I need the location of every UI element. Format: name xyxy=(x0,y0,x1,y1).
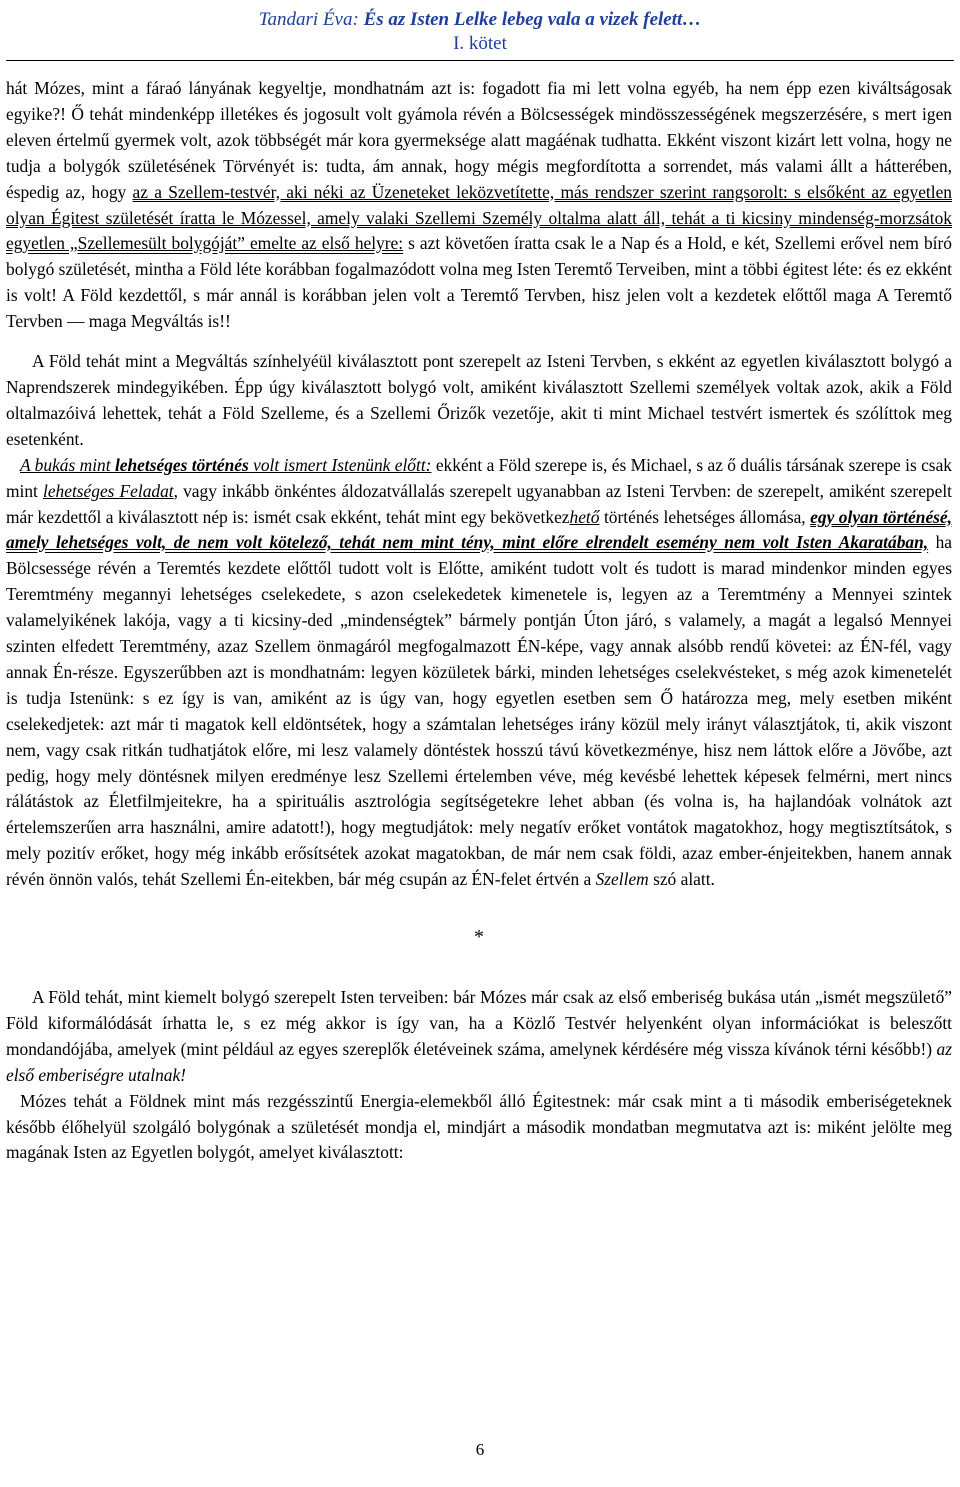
p1-text-a: hát Mózes, mint a fáraó lányának kegyeltje, mondhatnám azt is: fogadott fia mi lett volna egyéb, ha nem épp ezen kiváltságosak egyike?! Ő tehát mindenképp illetékes és jogosult volt gyámola révén a Bölcsességek mindösszességének megszerzésére, s mert igen eleven értelmű gyermek volt, azok többségét már kora gyermeksége alatt magáénak tudhatta. Ekként viszont kizárt lett volna, hogy ne tudja a bolygók születésének Törvényét is: tudta, ám annak, hogy mégis megfordította a sorrendet, más valami állt a hátterében, éspedig az, hogy xyxy=(6,78,952,202)
p3-text-1: ekként a Föld szerepe is, és Michael, s az ő duális társának szerepe is csak mint xyxy=(6,454,952,501)
p3-text-4: ha Bölcsessége révén a Teremtés kezdete előttől tudott volt is Előtte, amiként tudott volt és tudott is marad mindenkor minden egyes Teremtmény megannyi lehetséges cselekedete, s azon cselekedetek kimenetele is, legyen az a Teremtmény a Mennyei szintek valamelyikének lakója, vagy a ti kicsiny-ded „mindenségtek” bármely pontján Úton járó, s valamely, a magát a legalsó Mennyei szinten elfedett Teremtmény, azaz Szellem önmagáról megfogalmazott ÉN-képe, vagy annak alsóbb rendű követei: az ÉN-fél, vagy annak Én-része. Egyszerűbben azt is mondhatnám: legyen közületek bárki, minden lehetséges cselekvésteket, s még azok kimenetelét is tudja Istenünk: s ez így is van, amiként az is úgy van, hogy egyetlen esetben sem Ő határozza meg, mely esetben miként cselekedjetek: azt már ti magatok kell eldöntsétek, hogy a számtalan lehetséges irány közül mely irányt választjátok, ti, akik viszont nem, vagy csak ritkán tudhatjátok előre, mi lesz valamely döntéstek hosszú távú következménye, hisz nem láttok előre a Jövőbe, azt pedig, hogy mely döntésnek milyen eredménye lesz Szellemi értelemben véve, még kevésbé lehettek képesek felmérni, mert nincs rálátástok az Életfilmjeitekre, ha a spirituális asztrológia segítségetekre lehet abban (és volna is, ha hajlandóak volnátok azt értelemszerűen arra használni, amire adatott!), hogy megtudjátok: mely negatív erőket vontátok magatokhoz, hogy megtisztítsátok, s mely pozitív erőket, hogy még inkább erősítsétek azokat magatokban, de már nem csak földi, azaz ember-énjeitekben, hanem annak révén önnön valós, tehát Szellemi Én-eitekben, bár még csupán az ÉN-felet értvén a xyxy=(6,532,952,890)
header-divider xyxy=(6,60,954,61)
p3-italic-szellem: Szellem xyxy=(595,869,649,890)
p1-underlined: az a Szellem-testvér, aki néki az Üzeneteket leközvetítette, más rendszer szerint rangsorolt: s elsőként az egyetlen olyan Égitest születését íratta le Mózessel, amely valaki Szellemi Személy oltalma alatt áll, tehát a ti kicsiny mindenség-morzsátok egyetlen „Szellemesült bolygóját” emelte az első helyre: xyxy=(6,181,953,254)
p1-text-b: s azt követően íratta csak le a Nap és a Hold, e két, Szellemi erővel nem bíró bolygó születését, mintha a Föld léte korábban fogalmazódott volna meg Isten Teremtő Terveiben, mint a többi égitest léte: és ez ekként is volt! A Föld kezdettől, s már annál is korábban jelen volt a Teremtő Tervben, hisz jelen volt a kezdetek előttől maga A Teremtő Tervben — maga Megváltás is!! xyxy=(6,233,952,332)
paragraph-5: Mózes tehát a Földnek mint más rezgésszintű Energia-elemekből álló Égitestnek: már csak mint a ti második emberiségeteknek később élőhelyül szolgáló bolygónak a születését mondja el, mindjárt a második mondatban megmutatva azt is: miként jelölte meg magának Isten az Egyetlen bolygót, amelyet kiválasztott: xyxy=(6,1090,952,1163)
p3-bold-emphasis: egy olyan történésé, amely lehetséges volt, de nem volt kötelező, tehát nem mint tény, mint előre elrendelt esemény nem volt Isten Akaratában, xyxy=(6,506,952,553)
header-book-title: És az Isten Lelke lebeg vala a vizek felett… xyxy=(363,9,702,30)
paragraph-4 xyxy=(6,985,952,1089)
header-author: Tandari Éva: xyxy=(258,9,359,30)
section-separator-star: * xyxy=(474,926,484,949)
header-volume: I. kötet xyxy=(453,33,507,54)
p3-text-5: szó alatt. xyxy=(648,869,715,890)
p4-text: A Föld tehát, mint kiemelt bolygó szerepelt Isten terveiben: bár Mózes már csak az első emberiség bukása után „ismét megszülető” Föld kiformálódását írhatta le, s ez még akkor is így van, ha a Közlő Testvér helyenként olyan információkat is beleszőtt mondandójába, amelyek (mint például az egyes szereplők életéveinek száma, amelynek kérdésére még vissza kívánok térni később!) xyxy=(6,987,952,1059)
p3-underline-3: lehetséges Feladat xyxy=(42,480,174,501)
p4-italic: az első emberiségre utalnak! xyxy=(6,1038,952,1085)
p3-underline-4: hető xyxy=(569,506,600,527)
paragraph-2: A Föld tehát mint a Megváltás színhelyéül kiválasztott pont szerepelt az Isteni Tervben, s ekként az egyetlen kiválasztott bolygó a Naprendszerek mindegyikében. Épp úgy kiválasztott bolygó volt, amiként kiválasztott Szellemi személyek voltak azok, akik a Föld oltalmazóivá lehettek, tehát a Föld Szelleme, és a Szellemi Őrizők vezetője, akit ti mint Michael testvért ismertek és szólíttok meg esetenként. xyxy=(6,351,952,449)
p3-bold-1: lehetséges történés xyxy=(114,454,249,475)
page-number: 6 xyxy=(475,1440,485,1459)
p3-text-2: , vagy inkább önkéntes áldozatvállalás szerepelt ugyanabban az Isteni Tervben: de szerepelt, amiként szerepelt már kezdettől a kiválasztott nép is: ismét csak ekként, tehát mint egy bekövetkez xyxy=(6,480,952,527)
paragraph-3 xyxy=(6,453,952,893)
document-body xyxy=(6,76,952,1166)
p3-underline-1: A bukás mint xyxy=(20,454,115,475)
p3-underline-2: volt ismert Istenünk előtt: xyxy=(248,454,432,475)
p3-text-3: történés lehetséges állomása, xyxy=(599,506,811,527)
paragraph-1 xyxy=(6,76,952,335)
running-header xyxy=(0,0,960,56)
header-title-line xyxy=(0,8,960,32)
